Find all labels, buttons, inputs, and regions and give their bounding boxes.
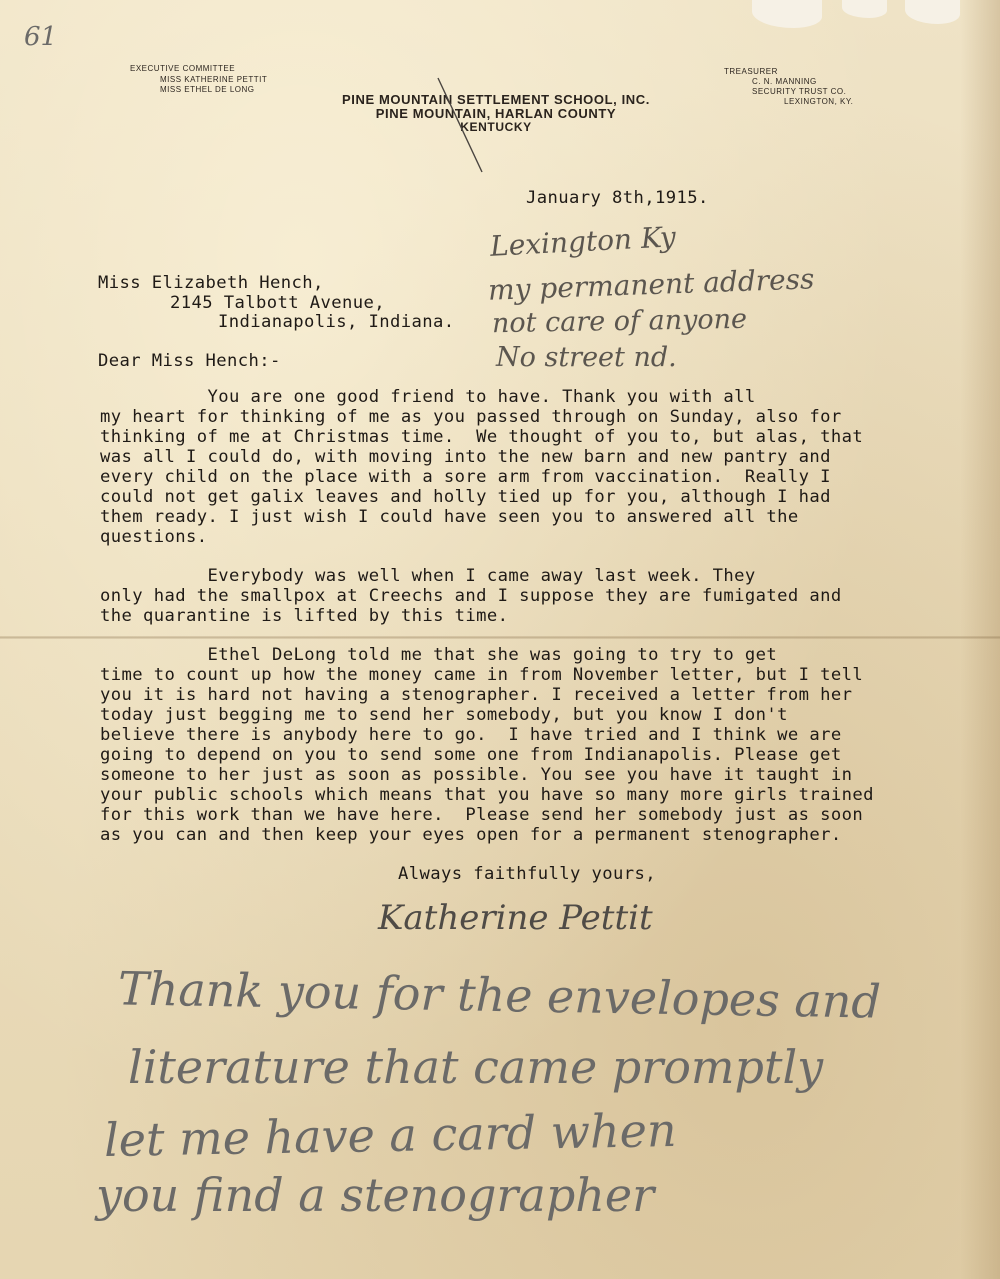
body-line: time to count up how the money came in from November letter, but I tell xyxy=(100,665,864,685)
body-line: today just begging me to send her somebody, but you know I don't xyxy=(100,705,788,725)
handwritten-address-note: not care of anyone xyxy=(491,303,748,340)
pencil-stroke xyxy=(0,0,1000,200)
body-line: thinking of me at Christmas time. We thought of you to, but alas, that xyxy=(100,427,864,447)
handwritten-postscript-line: let me have a card when xyxy=(103,1103,677,1167)
school-name: PINE MOUNTAIN SETTLEMENT SCHOOL, INC. xyxy=(342,92,650,107)
body-line: them ready. I just wish I could have seen you to answered all the xyxy=(100,507,799,527)
handwritten-address-note: Lexington Ky xyxy=(489,220,677,263)
body-line: going to depend on you to send some one from Indianapolis. Please get xyxy=(100,745,842,765)
signature: Katherine Pettit xyxy=(378,898,653,938)
salutation: Dear Miss Hench:- xyxy=(98,351,281,371)
handwritten-postscript-line: Thank you for the envelopes and xyxy=(117,961,882,1029)
body-line: my heart for thinking of me as you passed through on Sunday, also for xyxy=(100,407,842,427)
body-line: Ethel DeLong told me that she was going to try to get xyxy=(100,645,778,665)
body-line: only had the smallpox at Creechs and I suppose they are fumigated and xyxy=(100,586,842,606)
handwritten-postscript-line: you find a stenographer xyxy=(96,1168,655,1222)
handwritten-address-note: No street nd. xyxy=(496,342,677,373)
school-location: PINE MOUNTAIN, HARLAN COUNTY xyxy=(375,106,617,121)
committee-member: MISS ETHEL DE LONG xyxy=(160,85,255,94)
letter-date: January 8th,1915. xyxy=(526,188,709,208)
closing: Always faithfully yours, xyxy=(398,864,656,884)
body-line: someone to her just as soon as possible. You see you have it taught in xyxy=(100,765,853,785)
treasurer-line: C. N. MANNING xyxy=(752,77,817,86)
body-line: you it is hard not having a stenographer. I received a letter from her xyxy=(100,685,853,705)
body-line: could not get galix leaves and holly tied up for you, although I had xyxy=(100,487,831,507)
page-number-mark: 61 xyxy=(24,22,58,52)
body-line: You are one good friend to have. Thank you with all xyxy=(100,387,756,407)
body-line: your public schools which means that you have so many more girls trained xyxy=(100,785,874,805)
treasurer-label: TREASURER xyxy=(724,67,778,76)
recipient-street: 2145 Talbott Avenue, xyxy=(170,293,385,313)
handwritten-postscript-line: literature that came promptly xyxy=(128,1040,824,1094)
body-line: questions. xyxy=(100,527,208,547)
body-line: as you can and then keep your eyes open for a permanent stenographer. xyxy=(100,825,842,845)
recipient-city: Indianapolis, Indiana. xyxy=(218,312,455,332)
body-line: for this work than we have here. Please send her somebody just as soon xyxy=(100,805,864,825)
body-line: was all I could do, with moving into the new barn and new pantry and xyxy=(100,447,831,467)
handwritten-address-note: my permanent address xyxy=(487,262,815,307)
committee-label: EXECUTIVE COMMITTEE xyxy=(130,64,236,73)
treasurer-line: LEXINGTON, KY. xyxy=(784,97,854,106)
school-state: KENTUCKY xyxy=(460,120,532,134)
recipient-name: Miss Elizabeth Hench, xyxy=(98,273,324,293)
body-line: believe there is anybody here to go. I have tried and I think we are xyxy=(100,725,842,745)
treasurer-line: SECURITY TRUST CO. xyxy=(752,87,847,96)
committee-member: MISS KATHERINE PETTIT xyxy=(160,75,268,84)
paper-fold-crease xyxy=(0,636,1000,639)
body-line: Everybody was well when I came away last week. They xyxy=(100,566,756,586)
body-line: every child on the place with a sore arm from vaccination. Really I xyxy=(100,467,831,487)
body-line: the quarantine is lifted by this time. xyxy=(100,606,509,626)
